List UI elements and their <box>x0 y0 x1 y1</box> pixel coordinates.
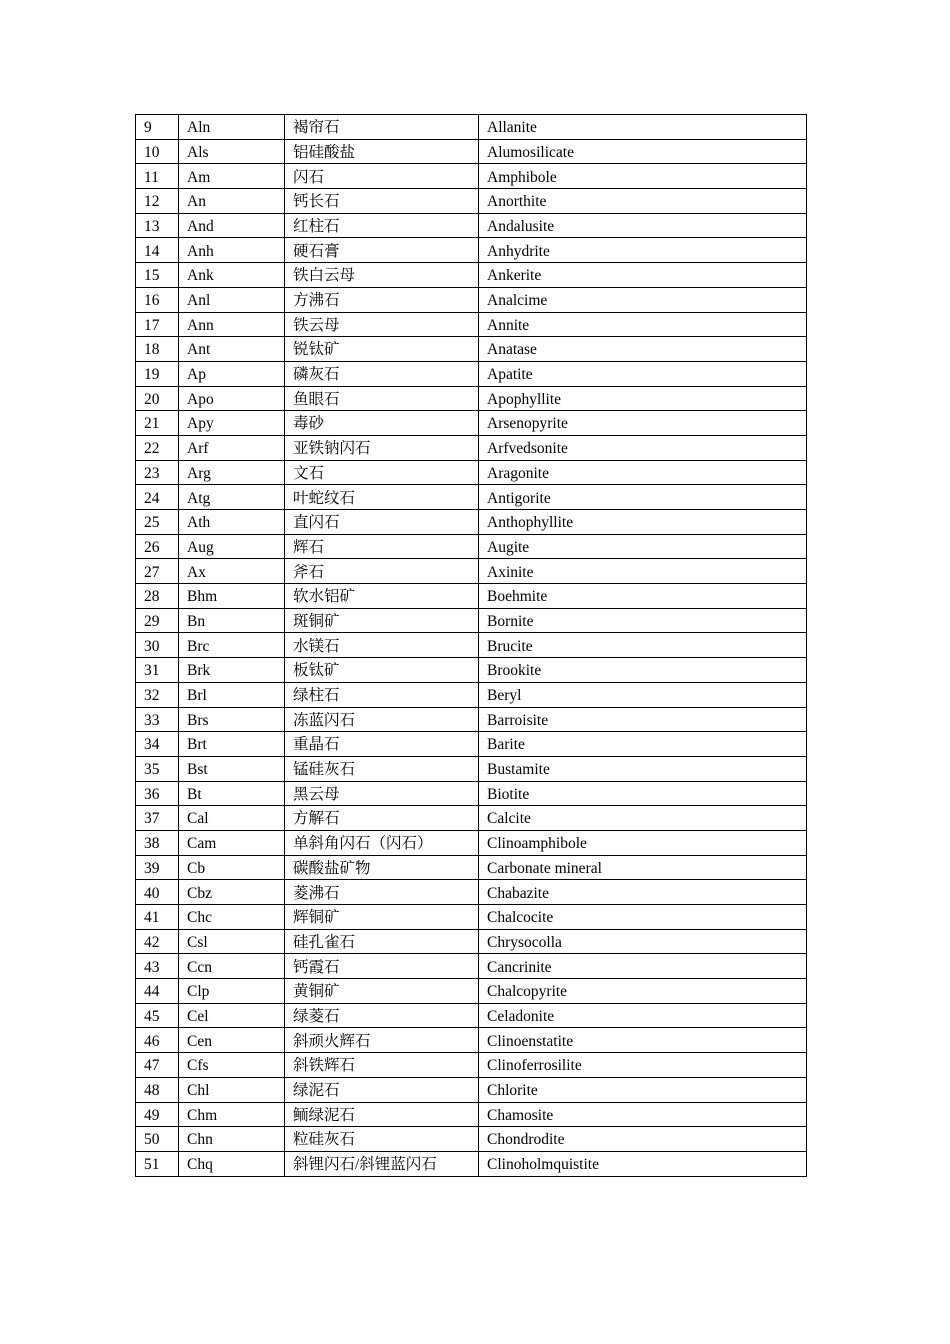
mineral-abbreviation-cell: Anh <box>179 238 285 263</box>
english-name-cell: Chabazite <box>479 880 807 905</box>
table-row <box>136 979 807 1004</box>
table-row <box>136 781 807 806</box>
row-number-cell: 35 <box>136 756 179 781</box>
row-number-cell: 41 <box>136 905 179 930</box>
row-number-cell: 13 <box>136 213 179 238</box>
mineral-abbreviation-cell: Ap <box>179 361 285 386</box>
mineral-abbreviation-cell: And <box>179 213 285 238</box>
chinese-name-cell: 斜顽火辉石 <box>285 1028 479 1053</box>
table-row <box>136 1102 807 1127</box>
row-number-cell: 47 <box>136 1053 179 1078</box>
table-row <box>136 830 807 855</box>
chinese-name-cell: 直闪石 <box>285 510 479 535</box>
mineral-abbreviation-cell: Brk <box>179 658 285 683</box>
chinese-name-cell: 绿柱石 <box>285 682 479 707</box>
table-row <box>136 1053 807 1078</box>
chinese-name-cell: 菱沸石 <box>285 880 479 905</box>
mineral-abbreviation-cell: Ath <box>179 510 285 535</box>
table-row <box>136 189 807 214</box>
mineral-abbreviation-cell: Ax <box>179 559 285 584</box>
row-number-cell: 21 <box>136 411 179 436</box>
english-name-cell: Axinite <box>479 559 807 584</box>
row-number-cell: 37 <box>136 806 179 831</box>
table-row <box>136 855 807 880</box>
table-row <box>136 1077 807 1102</box>
chinese-name-cell: 粒硅灰石 <box>285 1127 479 1152</box>
chinese-name-cell: 辉铜矿 <box>285 905 479 930</box>
table-row <box>136 386 807 411</box>
english-name-cell: Barroisite <box>479 707 807 732</box>
english-name-cell: Chamosite <box>479 1102 807 1127</box>
english-name-cell: Anatase <box>479 337 807 362</box>
english-name-cell: Anhydrite <box>479 238 807 263</box>
table-row <box>136 460 807 485</box>
mineral-abbreviation-cell: An <box>179 189 285 214</box>
table-row <box>136 510 807 535</box>
chinese-name-cell: 闪石 <box>285 164 479 189</box>
chinese-name-cell: 硬石膏 <box>285 238 479 263</box>
english-name-cell: Alumosilicate <box>479 139 807 164</box>
chinese-name-cell: 磷灰石 <box>285 361 479 386</box>
chinese-name-cell: 锰硅灰石 <box>285 756 479 781</box>
chinese-name-cell: 绿菱石 <box>285 1003 479 1028</box>
chinese-name-cell: 冻蓝闪石 <box>285 707 479 732</box>
mineral-abbreviation-cell: Ann <box>179 312 285 337</box>
row-number-cell: 19 <box>136 361 179 386</box>
chinese-name-cell: 钙长石 <box>285 189 479 214</box>
chinese-name-cell: 辉石 <box>285 534 479 559</box>
english-name-cell: Bustamite <box>479 756 807 781</box>
english-name-cell: Amphibole <box>479 164 807 189</box>
table-row <box>136 263 807 288</box>
chinese-name-cell: 斜铁辉石 <box>285 1053 479 1078</box>
english-name-cell: Calcite <box>479 806 807 831</box>
english-name-cell: Cancrinite <box>479 954 807 979</box>
mineral-abbreviation-cell: Anl <box>179 287 285 312</box>
row-number-cell: 15 <box>136 263 179 288</box>
row-number-cell: 39 <box>136 855 179 880</box>
chinese-name-cell: 铁白云母 <box>285 263 479 288</box>
mineral-abbreviation-cell: Bn <box>179 608 285 633</box>
english-name-cell: Barite <box>479 732 807 757</box>
row-number-cell: 20 <box>136 386 179 411</box>
table-row <box>136 954 807 979</box>
table-row <box>136 312 807 337</box>
row-number-cell: 10 <box>136 139 179 164</box>
english-name-cell: Celadonite <box>479 1003 807 1028</box>
english-name-cell: Chalcopyrite <box>479 979 807 1004</box>
row-number-cell: 50 <box>136 1127 179 1152</box>
chinese-name-cell: 板钛矿 <box>285 658 479 683</box>
chinese-name-cell: 红柱石 <box>285 213 479 238</box>
row-number-cell: 43 <box>136 954 179 979</box>
mineral-abbreviation-cell: Am <box>179 164 285 189</box>
mineral-abbreviation-cell: Cam <box>179 830 285 855</box>
mineral-abbreviation-cell: Cel <box>179 1003 285 1028</box>
chinese-name-cell: 鲕绿泥石 <box>285 1102 479 1127</box>
english-name-cell: Chondrodite <box>479 1127 807 1152</box>
mineral-abbreviation-cell: Brt <box>179 732 285 757</box>
row-number-cell: 46 <box>136 1028 179 1053</box>
row-number-cell: 23 <box>136 460 179 485</box>
chinese-name-cell: 铝硅酸盐 <box>285 139 479 164</box>
chinese-name-cell: 毒砂 <box>285 411 479 436</box>
english-name-cell: Boehmite <box>479 584 807 609</box>
table-row <box>136 806 807 831</box>
english-name-cell: Clinoamphibole <box>479 830 807 855</box>
table-row <box>136 682 807 707</box>
table-row <box>136 756 807 781</box>
row-number-cell: 49 <box>136 1102 179 1127</box>
english-name-cell: Brookite <box>479 658 807 683</box>
row-number-cell: 31 <box>136 658 179 683</box>
english-name-cell: Ankerite <box>479 263 807 288</box>
row-number-cell: 25 <box>136 510 179 535</box>
table-row <box>136 608 807 633</box>
mineral-abbreviation-cell: Chc <box>179 905 285 930</box>
english-name-cell: Analcime <box>479 287 807 312</box>
mineral-abbreviation-cell: Bst <box>179 756 285 781</box>
row-number-cell: 42 <box>136 929 179 954</box>
english-name-cell: Augite <box>479 534 807 559</box>
mineral-abbreviation-cell: Csl <box>179 929 285 954</box>
mineral-abbreviation-cell: Ant <box>179 337 285 362</box>
row-number-cell: 45 <box>136 1003 179 1028</box>
english-name-cell: Clinoholmquistite <box>479 1151 807 1176</box>
chinese-name-cell: 斑铜矿 <box>285 608 479 633</box>
mineral-abbreviation-cell: Cb <box>179 855 285 880</box>
mineral-abbreviation-cell: Cal <box>179 806 285 831</box>
mineral-abbreviation-cell: Ank <box>179 263 285 288</box>
chinese-name-cell: 文石 <box>285 460 479 485</box>
row-number-cell: 38 <box>136 830 179 855</box>
chinese-name-cell: 单斜角闪石（闪石） <box>285 830 479 855</box>
english-name-cell: Andalusite <box>479 213 807 238</box>
english-name-cell: Brucite <box>479 633 807 658</box>
english-name-cell: Chrysocolla <box>479 929 807 954</box>
chinese-name-cell: 斧石 <box>285 559 479 584</box>
english-name-cell: Beryl <box>479 682 807 707</box>
chinese-name-cell: 叶蛇纹石 <box>285 485 479 510</box>
english-name-cell: Arsenopyrite <box>479 411 807 436</box>
table-row <box>136 213 807 238</box>
row-number-cell: 32 <box>136 682 179 707</box>
row-number-cell: 14 <box>136 238 179 263</box>
chinese-name-cell: 软水铝矿 <box>285 584 479 609</box>
mineral-abbreviation-cell: Cbz <box>179 880 285 905</box>
english-name-cell: Carbonate mineral <box>479 855 807 880</box>
table-row <box>136 707 807 732</box>
mineral-abbreviation-cell: Brl <box>179 682 285 707</box>
mineral-abbreviation-cell: Cfs <box>179 1053 285 1078</box>
table-row <box>136 361 807 386</box>
english-name-cell: Bornite <box>479 608 807 633</box>
english-name-cell: Anthophyllite <box>479 510 807 535</box>
row-number-cell: 29 <box>136 608 179 633</box>
row-number-cell: 28 <box>136 584 179 609</box>
table-row <box>136 435 807 460</box>
row-number-cell: 44 <box>136 979 179 1004</box>
row-number-cell: 51 <box>136 1151 179 1176</box>
table-row <box>136 238 807 263</box>
table-row <box>136 337 807 362</box>
row-number-cell: 18 <box>136 337 179 362</box>
row-number-cell: 12 <box>136 189 179 214</box>
chinese-name-cell: 锐钛矿 <box>285 337 479 362</box>
mineral-abbreviation-cell: Arg <box>179 460 285 485</box>
english-name-cell: Aragonite <box>479 460 807 485</box>
row-number-cell: 17 <box>136 312 179 337</box>
table-row <box>136 139 807 164</box>
table-row <box>136 115 807 140</box>
row-number-cell: 22 <box>136 435 179 460</box>
mineral-abbreviation-cell: Als <box>179 139 285 164</box>
english-name-cell: Apatite <box>479 361 807 386</box>
row-number-cell: 11 <box>136 164 179 189</box>
chinese-name-cell: 斜锂闪石/斜锂蓝闪石 <box>285 1151 479 1176</box>
mineral-abbreviation-cell: Ccn <box>179 954 285 979</box>
row-number-cell: 36 <box>136 781 179 806</box>
mineral-abbreviation-cell: Apy <box>179 411 285 436</box>
mineral-abbreviation-cell: Arf <box>179 435 285 460</box>
chinese-name-cell: 黑云母 <box>285 781 479 806</box>
table-row <box>136 658 807 683</box>
table-body <box>136 115 807 1177</box>
table-row <box>136 880 807 905</box>
mineral-abbreviation-cell: Brs <box>179 707 285 732</box>
chinese-name-cell: 铁云母 <box>285 312 479 337</box>
table-row <box>136 164 807 189</box>
english-name-cell: Chalcocite <box>479 905 807 930</box>
mineral-abbreviation-cell: Aug <box>179 534 285 559</box>
english-name-cell: Arfvedsonite <box>479 435 807 460</box>
mineral-abbreviation-cell: Clp <box>179 979 285 1004</box>
table-row <box>136 485 807 510</box>
chinese-name-cell: 重晶石 <box>285 732 479 757</box>
english-name-cell: Anorthite <box>479 189 807 214</box>
chinese-name-cell: 绿泥石 <box>285 1077 479 1102</box>
chinese-name-cell: 方解石 <box>285 806 479 831</box>
table-row <box>136 929 807 954</box>
table-row <box>136 559 807 584</box>
english-name-cell: Apophyllite <box>479 386 807 411</box>
english-name-cell: Biotite <box>479 781 807 806</box>
row-number-cell: 48 <box>136 1077 179 1102</box>
table-row <box>136 287 807 312</box>
chinese-name-cell: 褐帘石 <box>285 115 479 140</box>
mineral-abbreviation-cell: Chq <box>179 1151 285 1176</box>
english-name-cell: Annite <box>479 312 807 337</box>
english-name-cell: Clinoenstatite <box>479 1028 807 1053</box>
mineral-abbreviation-cell: Chn <box>179 1127 285 1152</box>
chinese-name-cell: 鱼眼石 <box>285 386 479 411</box>
chinese-name-cell: 方沸石 <box>285 287 479 312</box>
mineral-abbreviation-cell: Atg <box>179 485 285 510</box>
row-number-cell: 26 <box>136 534 179 559</box>
row-number-cell: 34 <box>136 732 179 757</box>
row-number-cell: 30 <box>136 633 179 658</box>
table-row <box>136 1151 807 1176</box>
table-row <box>136 411 807 436</box>
mineral-abbreviation-cell: Aln <box>179 115 285 140</box>
row-number-cell: 24 <box>136 485 179 510</box>
mineral-abbreviation-cell: Cen <box>179 1028 285 1053</box>
table-row <box>136 1028 807 1053</box>
chinese-name-cell: 碳酸盐矿物 <box>285 855 479 880</box>
row-number-cell: 16 <box>136 287 179 312</box>
row-number-cell: 33 <box>136 707 179 732</box>
mineral-abbreviation-cell: Bt <box>179 781 285 806</box>
chinese-name-cell: 黄铜矿 <box>285 979 479 1004</box>
chinese-name-cell: 水镁石 <box>285 633 479 658</box>
table-row <box>136 1003 807 1028</box>
table-row <box>136 534 807 559</box>
mineral-abbreviation-cell: Bhm <box>179 584 285 609</box>
english-name-cell: Clinoferrosilite <box>479 1053 807 1078</box>
chinese-name-cell: 亚铁钠闪石 <box>285 435 479 460</box>
english-name-cell: Chlorite <box>479 1077 807 1102</box>
table-row <box>136 732 807 757</box>
row-number-cell: 9 <box>136 115 179 140</box>
english-name-cell: Antigorite <box>479 485 807 510</box>
english-name-cell: Allanite <box>479 115 807 140</box>
mineral-abbreviation-cell: Chl <box>179 1077 285 1102</box>
table-row <box>136 584 807 609</box>
table-row <box>136 905 807 930</box>
table-row <box>136 1127 807 1152</box>
mineral-abbreviation-cell: Brc <box>179 633 285 658</box>
mineral-abbreviation-cell: Chm <box>179 1102 285 1127</box>
mineral-abbreviation-table <box>135 114 807 1177</box>
row-number-cell: 27 <box>136 559 179 584</box>
row-number-cell: 40 <box>136 880 179 905</box>
chinese-name-cell: 钙霞石 <box>285 954 479 979</box>
table-row <box>136 633 807 658</box>
mineral-abbreviation-cell: Apo <box>179 386 285 411</box>
chinese-name-cell: 硅孔雀石 <box>285 929 479 954</box>
